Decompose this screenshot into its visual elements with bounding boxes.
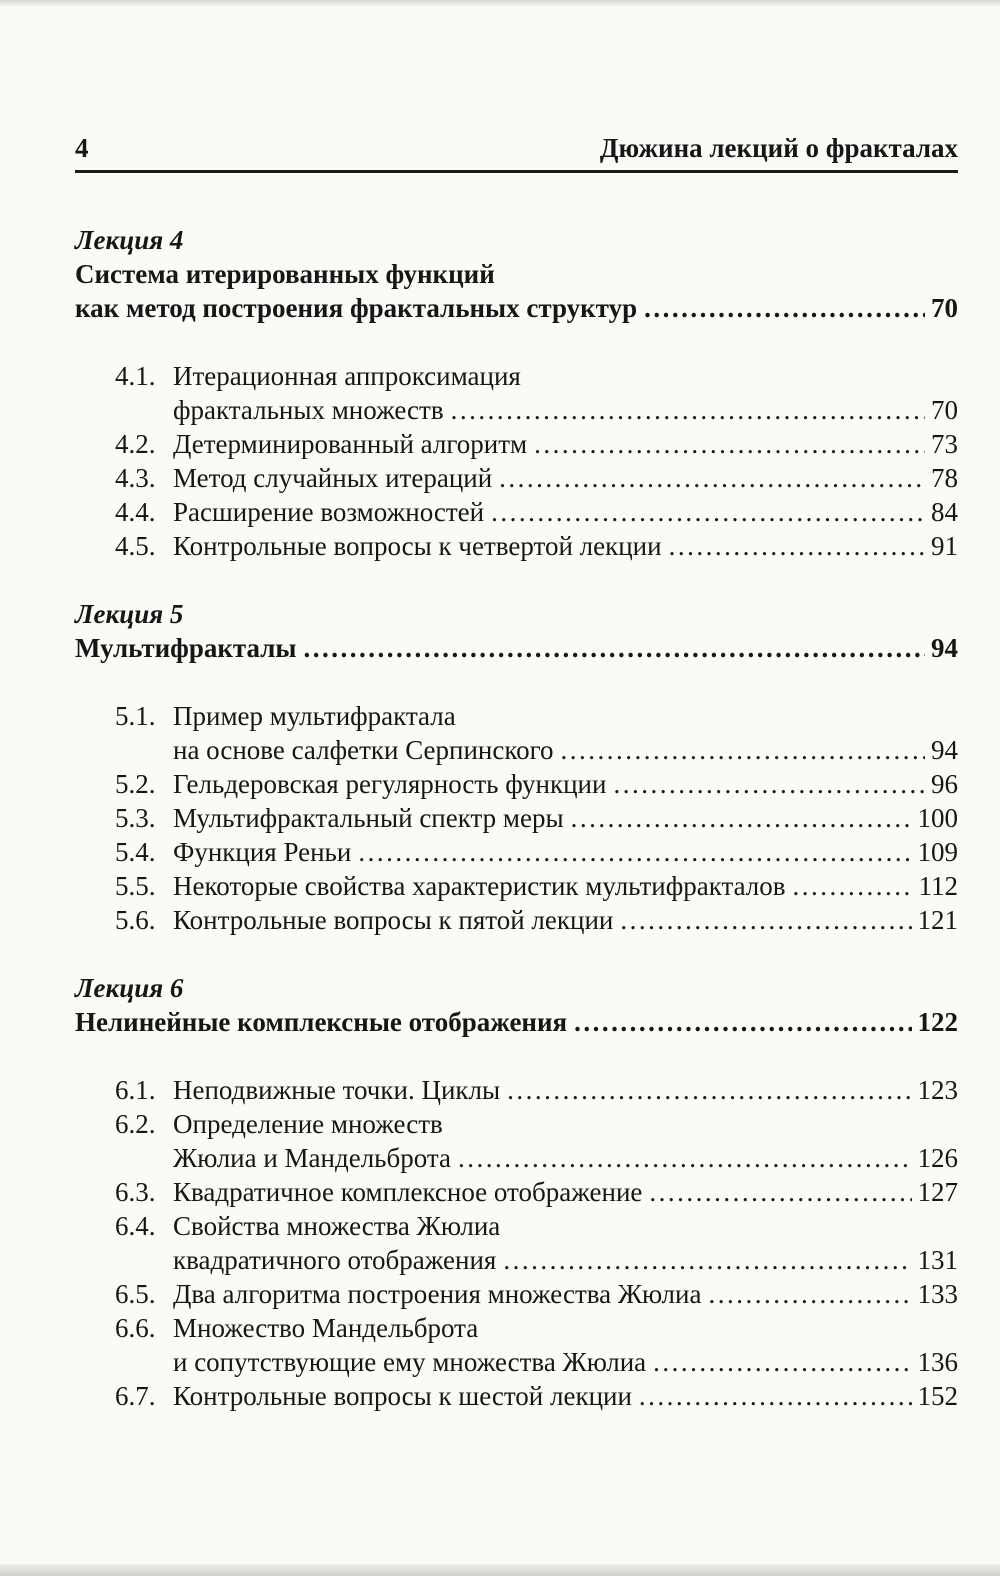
toc-section xyxy=(75,971,958,1413)
toc-title-line xyxy=(75,257,958,291)
toc-item xyxy=(75,1073,958,1107)
toc-title-line xyxy=(75,1005,958,1039)
dot-leader xyxy=(561,733,925,767)
entry-number: 6.6. xyxy=(115,1313,156,1343)
entry-text: Итерационная аппроксимация xyxy=(173,361,521,391)
entry-number: 6.1. xyxy=(115,1075,156,1105)
entry-text: Мультифрактальный спектр меры xyxy=(173,803,564,833)
entry-number: 5.4. xyxy=(115,837,156,867)
scan-edge-bottom xyxy=(0,1564,1000,1576)
toc-title-line xyxy=(75,291,958,325)
entry-text: Гельдеровская регулярность функции xyxy=(173,769,607,799)
toc-entry-line xyxy=(75,393,958,427)
entry-text: квадратичного отображения xyxy=(173,1245,497,1275)
entry-page-number: 127 xyxy=(917,1177,958,1207)
dot-leader xyxy=(507,1073,911,1107)
entry-number: 5.3. xyxy=(115,803,156,833)
toc-entry-line xyxy=(75,699,958,733)
toc-entry-line xyxy=(75,1107,958,1141)
scan-edge-top xyxy=(0,0,1000,6)
entry-text: на основе салфетки Серпинского xyxy=(173,735,554,765)
lecture-heading: Лекция 6 xyxy=(75,973,184,1003)
toc-entry-line xyxy=(75,495,958,529)
running-header: Дюжина лекций о фракталах xyxy=(599,133,958,163)
entry-text: Система итерированных функций xyxy=(75,259,495,289)
toc-entry-line xyxy=(75,529,958,563)
entry-number: 5.5. xyxy=(115,871,156,901)
toc-entry-line xyxy=(75,1243,958,1277)
entry-page-number: 70 xyxy=(931,293,958,323)
entry-text: фрактальных множеств xyxy=(173,395,444,425)
entry-page-number: 121 xyxy=(917,905,958,935)
toc-item xyxy=(75,801,958,835)
entry-page-number: 100 xyxy=(917,803,958,833)
toc-entry-line xyxy=(75,903,958,937)
toc-entry-line xyxy=(75,767,958,801)
toc-item xyxy=(75,1209,958,1277)
dot-leader xyxy=(639,1379,912,1413)
entry-number: 6.4. xyxy=(115,1211,156,1241)
entry-text: Два алгоритма построения множества Жюлиа xyxy=(173,1279,702,1309)
entry-page-number: 70 xyxy=(931,395,958,425)
entry-page-number: 122 xyxy=(917,1007,958,1037)
entry-text: Контрольные вопросы к шестой лекции xyxy=(173,1381,632,1411)
entry-page-number: 84 xyxy=(931,497,958,527)
toc-section xyxy=(75,597,958,937)
dot-leader xyxy=(458,1141,912,1175)
toc-item xyxy=(75,1379,958,1413)
toc-entry-line xyxy=(75,1209,958,1243)
dot-leader xyxy=(620,903,911,937)
toc-entry-line xyxy=(75,1141,958,1175)
lecture-heading: Лекция 5 xyxy=(75,599,184,629)
dot-leader xyxy=(649,1175,911,1209)
entry-number: 5.2. xyxy=(115,769,156,799)
toc-entry-line xyxy=(75,1175,958,1209)
entry-text: Детерминированный алгоритм xyxy=(173,429,528,459)
entry-number: 4.1. xyxy=(115,361,156,391)
entry-text: Расширение возможностей xyxy=(173,497,485,527)
entry-text: и сопутствующие ему множества Жюлиа xyxy=(173,1347,647,1377)
toc-item xyxy=(75,869,958,903)
entry-page-number: 126 xyxy=(917,1143,958,1173)
dot-leader xyxy=(708,1277,911,1311)
toc-item xyxy=(75,1175,958,1209)
entry-text: Жюлиа и Мандельброта xyxy=(173,1143,451,1173)
entry-page-number: 133 xyxy=(917,1279,958,1309)
toc-entry-line xyxy=(75,1073,958,1107)
dot-leader xyxy=(644,291,925,325)
entry-page-number: 112 xyxy=(918,871,958,901)
toc-entry-line xyxy=(75,1345,958,1379)
toc-item xyxy=(75,767,958,801)
dot-leader xyxy=(571,801,912,835)
toc-entry-line xyxy=(75,869,958,903)
toc-entry-line xyxy=(75,427,958,461)
dot-leader xyxy=(669,529,925,563)
page-header xyxy=(75,0,958,173)
entry-number: 6.2. xyxy=(115,1109,156,1139)
entry-number: 4.3. xyxy=(115,463,156,493)
entry-text: Некоторые свойства характеристик мультифракталов xyxy=(173,871,786,901)
toc-entry-line xyxy=(75,733,958,767)
toc xyxy=(75,223,958,1413)
entry-number: 5.1. xyxy=(115,701,156,731)
entry-page-number: 131 xyxy=(917,1245,958,1275)
entry-page-number: 136 xyxy=(917,1347,958,1377)
entry-page-number: 152 xyxy=(917,1381,958,1411)
entry-text: Нелинейные комплексные отображения xyxy=(75,1007,568,1037)
toc-item xyxy=(75,529,958,563)
toc-item xyxy=(75,903,958,937)
entry-text: Неподвижные точки. Циклы xyxy=(173,1075,501,1105)
toc-item xyxy=(75,699,958,767)
entry-text: как метод построения фрактальных структур xyxy=(75,293,638,323)
entry-text: Контрольные вопросы к пятой лекции xyxy=(173,905,614,935)
entry-number: 6.5. xyxy=(115,1279,156,1309)
toc-items xyxy=(75,699,958,937)
dot-leader xyxy=(613,767,925,801)
dot-leader xyxy=(574,1005,911,1039)
entry-number: 5.6. xyxy=(115,905,156,935)
dot-leader xyxy=(358,835,911,869)
toc-entry-line xyxy=(75,1311,958,1345)
entry-page-number: 73 xyxy=(931,429,958,459)
entry-text: Определение множеств xyxy=(173,1109,443,1139)
entry-page-number: 109 xyxy=(917,837,958,867)
toc-items xyxy=(75,359,958,563)
entry-text: Квадратичное комплексное отображение xyxy=(173,1177,643,1207)
toc-item xyxy=(75,461,958,495)
entry-page-number: 94 xyxy=(931,735,958,765)
dot-leader xyxy=(653,1345,911,1379)
dot-leader xyxy=(503,1243,911,1277)
toc-entry-line xyxy=(75,359,958,393)
toc-item xyxy=(75,359,958,427)
entry-text: Множество Мандельброта xyxy=(173,1313,479,1343)
lecture-heading: Лекция 4 xyxy=(75,225,184,255)
entry-page-number: 123 xyxy=(917,1075,958,1105)
toc-item xyxy=(75,835,958,869)
entry-page-number: 78 xyxy=(931,463,958,493)
entry-number: 6.3. xyxy=(115,1177,156,1207)
entry-text: Свойства множества Жюлиа xyxy=(173,1211,501,1241)
dot-leader xyxy=(793,869,913,903)
dot-leader xyxy=(499,461,925,495)
entry-text: Функция Реньи xyxy=(173,837,352,867)
toc-entry-line xyxy=(75,835,958,869)
entry-text: Метод случайных итераций xyxy=(173,463,493,493)
entry-number: 4.5. xyxy=(115,531,156,561)
toc-item xyxy=(75,1311,958,1379)
dot-leader xyxy=(303,631,925,665)
entry-text: Контрольные вопросы к четвертой лекции xyxy=(173,531,662,561)
toc-item xyxy=(75,1277,958,1311)
dot-leader xyxy=(534,427,925,461)
entry-text: Пример мультифрактала xyxy=(173,701,456,731)
entry-page-number: 94 xyxy=(931,633,958,663)
toc-items xyxy=(75,1073,958,1413)
toc-entry-line xyxy=(75,461,958,495)
entry-page-number: 91 xyxy=(931,531,958,561)
toc-section xyxy=(75,223,958,563)
toc-title-line xyxy=(75,631,958,665)
entry-page-number: 96 xyxy=(931,769,958,799)
folio-page-number: 4 xyxy=(75,133,89,163)
entry-text: Мультифракталы xyxy=(75,633,297,663)
toc-entry-line xyxy=(75,801,958,835)
toc-item xyxy=(75,495,958,529)
toc-entry-line xyxy=(75,1379,958,1413)
dot-leader xyxy=(491,495,925,529)
toc-entry-line xyxy=(75,1277,958,1311)
entry-number: 4.4. xyxy=(115,497,156,527)
entry-number: 6.7. xyxy=(115,1381,156,1411)
entry-number: 4.2. xyxy=(115,429,156,459)
toc-item xyxy=(75,427,958,461)
toc-item xyxy=(75,1107,958,1175)
dot-leader xyxy=(451,393,925,427)
